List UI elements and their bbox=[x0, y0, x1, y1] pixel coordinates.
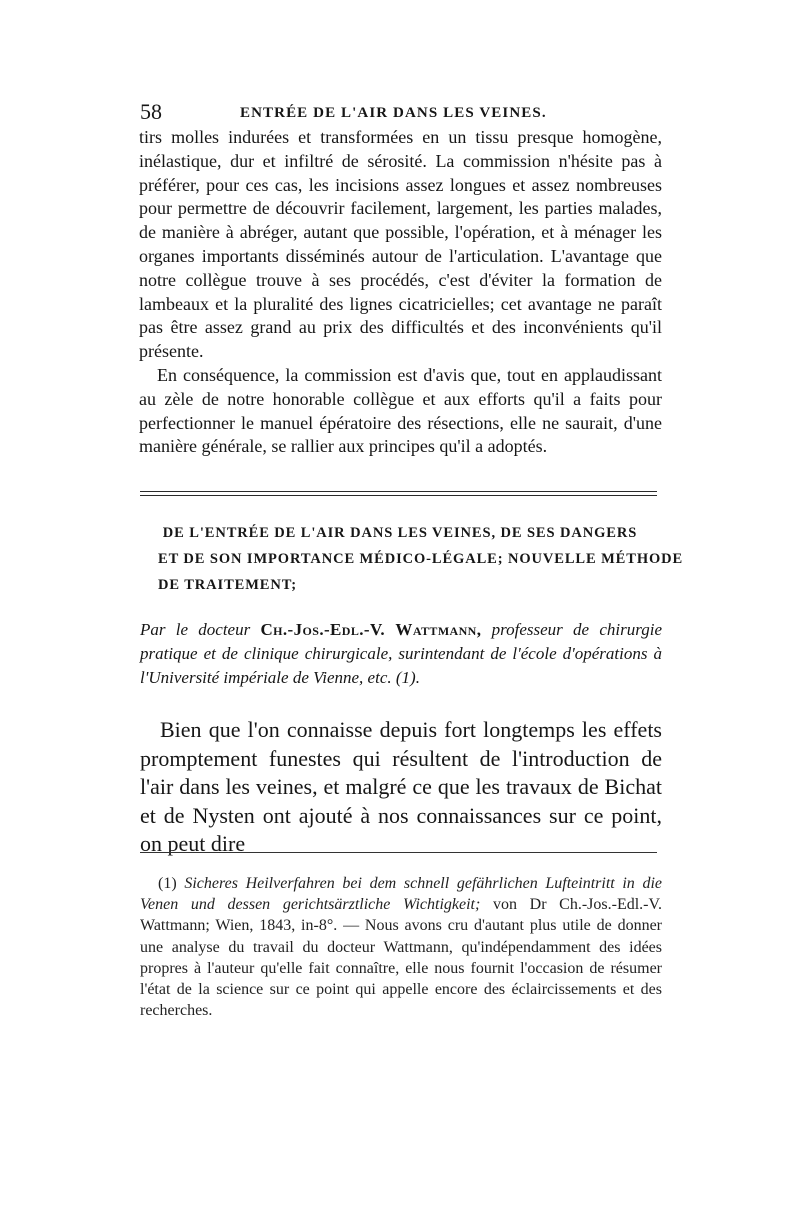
article-byline bbox=[140, 618, 662, 690]
article-title-line: DE TRAITEMENT; bbox=[158, 577, 297, 593]
footnote bbox=[140, 873, 662, 1021]
running-title: ENTRÉE DE L'AIR DANS LES VEINES. bbox=[240, 105, 547, 121]
lead-paragraph: Bien que l'on connaisse depuis fort longtemps les effets promptement funestes qui résultent de l'introduction de l'air dans les veines, et malgré ce que les travaux de Bichat et de Nysten ont ajouté à nos connaissances sur ce point, on peut dire bbox=[140, 717, 662, 856]
footnote-rule bbox=[140, 852, 657, 853]
author-name: Ch.-Jos.-Edl.-V. Wattmann, bbox=[260, 620, 482, 639]
article-title-line: ET DE SON IMPORTANCE MÉDICO-LÉGALE; NOUVELLE MÉTHODE bbox=[158, 551, 684, 567]
article-lead bbox=[140, 716, 662, 859]
page-number: 58 bbox=[140, 99, 162, 124]
footnote-cited-title: Sicheres Heilverfahren bei dem schnell gefährlichen Lufteintritt in die Venen und dessen gerichtsärztliche Wichtigkeit; bbox=[140, 875, 662, 914]
footnote-marker: (1) bbox=[158, 875, 177, 892]
author-prefix: Par le docteur bbox=[140, 620, 251, 639]
author-credentials: professeur de chirurgie pratique et de clinique chirurgicale, surintendant de l'école d'opérations à l'Université impériale de Vienne, etc. (1). bbox=[140, 620, 662, 687]
section-rule-bottom bbox=[140, 495, 657, 496]
body-paragraph: tirs molles indurées et transformées en un tissu presque homogène, inélastique, dur et infiltré de sérosité. La commission n'hésite pas à préférer, pour ces cas, les incisions assez longues et assez nombreuses pour permettre de découvrir facilement, largement, les parties malades, de manière à abréger, autant que possible, l'opération, et à ménager les organes importants disséminés autour de l'articulation. L'avantage que notre collègue trouve à ses procédés, c'est d'éviter la formation de lambeaux et la pluralité des lignes cicatricielles; cet avantage ne paraît pas être assez grand au prix des difficultés et des inconvénients qu'il présente. bbox=[139, 127, 662, 362]
section-rule-top bbox=[140, 491, 657, 492]
article-title bbox=[140, 520, 684, 598]
article-title-line: DE L'ENTRÉE DE L'AIR DANS LES VEINES, DE SES DANGERS bbox=[162, 525, 638, 541]
running-header bbox=[140, 100, 660, 124]
body-paragraph: En conséquence, la commission est d'avis que, tout en applaudissant au zèle de notre honorable collègue et aux efforts qu'il a faits pour perfectionner le manuel épératoire des résections, elle ne saurait, d'une manière générale, se rallier aux principes qu'il a adoptés. bbox=[139, 364, 662, 457]
footnote-text: von Dr Ch.-Jos.-Edl.-V. Wattmann; Wien, 1843, in-8°. — Nous avons cru d'autant plus utile de donner une analyse du travail du docteur Wattmann, qu'indépendamment des idées propres à l'auteur qu'elle fait connaître, elle nous fournit l'occasion de résumer l'état de la science sur ce point qui appelle encore des éclaircissements et des recherches. bbox=[140, 896, 662, 1020]
previous-article-text bbox=[139, 126, 662, 459]
